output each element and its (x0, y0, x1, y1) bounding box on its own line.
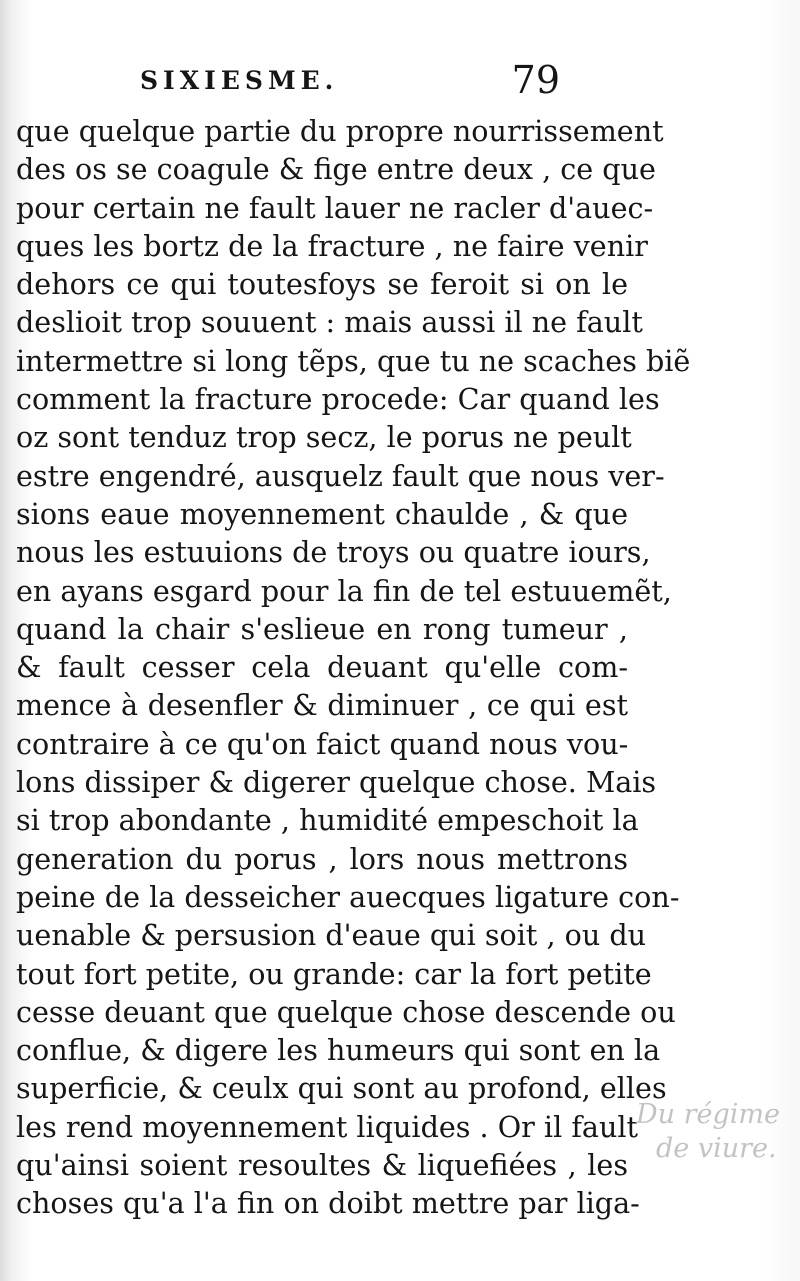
margin-note-line: de viure. (656, 1133, 777, 1164)
text-line: superficie, & ceulx qui sont au profond, elles (16, 1071, 667, 1106)
page-header (140, 58, 560, 108)
text-line: sions eaue moyennement chaulde , & que (16, 496, 628, 531)
page-number: 79 (511, 58, 560, 102)
text-line: quand la chair s'eslieue en rong tumeur , (16, 611, 628, 646)
text-line: estre engendré, ausquelz fault que nous ver- (16, 458, 665, 493)
text-line: dehors ce qui toutesfoys se feroit si on le (16, 267, 628, 302)
text-line: en ayans esgard pour la fin de tel estuuemẽt, (16, 573, 672, 608)
text-line: uenable & persusion d'eaue qui soit , ou du (16, 918, 647, 953)
text-line: comment la fracture procede: Car quand les (16, 382, 660, 417)
text-line: cesse deuant que quelque chose descende ou (16, 994, 676, 1029)
text-line: des os se coagule & fige entre deux , ce que (16, 152, 656, 187)
text-line: mence à desenfler & diminuer , ce qui est (16, 688, 628, 723)
text-line: tout fort petite, ou grande: car la fort petite (16, 956, 652, 991)
text-line: & fault cesser cela deuant qu'elle com- (16, 650, 628, 685)
text-line: que quelque partie du propre nourrissement (16, 114, 664, 148)
text-line: intermettre si long tẽps, que tu ne scaches biẽ (16, 343, 691, 378)
text-line: ques les bortz de la fracture , ne faire venir (16, 228, 648, 263)
text-line: nous les estuuions de troys ou quatre iours, (16, 535, 651, 570)
margin-note (636, 1098, 796, 1166)
text-line: peine de la desseicher auecques ligature con- (16, 879, 680, 914)
text-line: si trop abondante , humidité empeschoit la (16, 803, 639, 838)
text-line: pour certain ne fault lauer ne racler d'auec- (16, 190, 654, 225)
body-text (16, 112, 691, 1223)
text-line: choses qu'a l'a fin on doibt mettre par liga- (16, 1186, 640, 1221)
text-line: deslioit trop souuent : mais aussi il ne fault (16, 305, 643, 340)
text-line: lons dissiper & digerer quelque chose. Mais (16, 765, 657, 800)
text-line: qu'ainsi soient resoultes & liquefiées , les (16, 1148, 628, 1183)
text-line: conflue, & digere les humeurs qui sont en la (16, 1033, 661, 1068)
text-line: oz sont tenduz trop secz, le porus ne peult (16, 420, 632, 455)
text-line: generation du porus , lors nous mettrons (16, 841, 628, 876)
margin-note-line: Du régime (636, 1099, 781, 1130)
running-head: SIXIESME. (140, 66, 339, 95)
text-line: les rend moyennement liquides . Or il fault (16, 1109, 638, 1144)
text-line: contraire à ce qu'on faict quand nous vou- (16, 726, 629, 761)
